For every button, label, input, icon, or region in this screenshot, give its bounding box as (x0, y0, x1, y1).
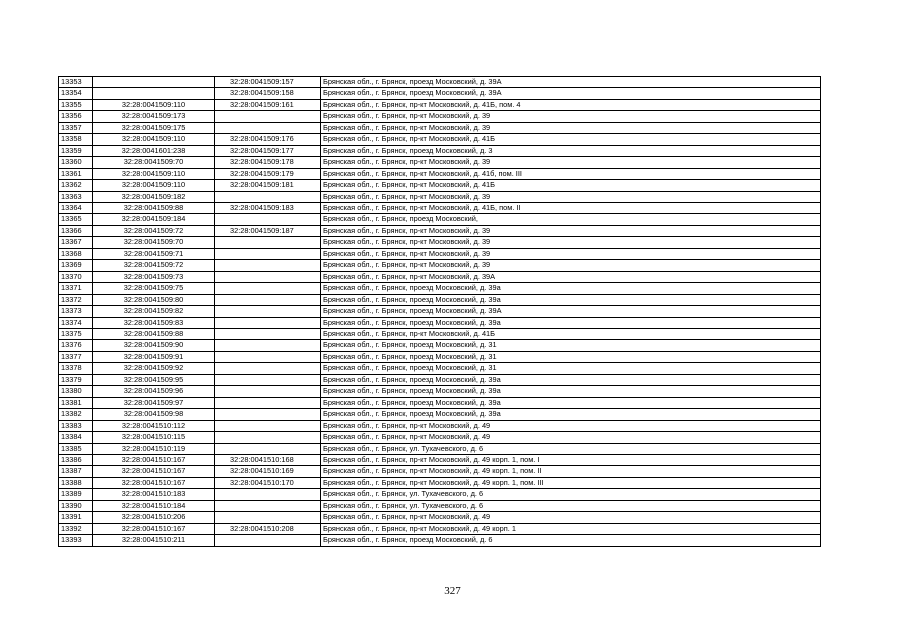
address-cell: Брянская обл., г. Брянск, ул. Тухачевского, д. 6 (321, 443, 821, 454)
address-cell: Брянская обл., г. Брянск, пр-кт Московский, д. 49 (321, 512, 821, 523)
row-number-cell: 13388 (59, 477, 93, 488)
cadastral-number-cell: 32:28:0041509:184 (93, 214, 215, 225)
cadastral-number-cell: 32:28:0041509:96 (93, 386, 215, 397)
cadastral-number-cell: 32:28:0041510:115 (93, 432, 215, 443)
row-number-cell: 13353 (59, 77, 93, 88)
table-row (59, 271, 821, 282)
address-cell: Брянская обл., г. Брянск, проезд Московский, д. 3 (321, 145, 821, 156)
address-cell: Брянская обл., г. Брянск, ул. Тухачевского, д. 6 (321, 489, 821, 500)
related-cadastral-number-cell (215, 397, 321, 408)
related-cadastral-number-cell (215, 260, 321, 271)
cadastral-number-cell: 32:28:0041510:211 (93, 535, 215, 546)
related-cadastral-number-cell: 32:28:0041509:176 (215, 134, 321, 145)
cadastral-number-cell: 32:28:0041510:167 (93, 466, 215, 477)
cadastral-number-cell: 32:28:0041509:110 (93, 180, 215, 191)
address-cell: Брянская обл., г. Брянск, пр-кт Московский, д. 39 (321, 260, 821, 271)
related-cadastral-number-cell (215, 374, 321, 385)
row-number-cell: 13366 (59, 225, 93, 236)
cadastral-number-cell: 32:28:0041509:88 (93, 328, 215, 339)
table-body (59, 77, 821, 547)
address-cell: Брянская обл., г. Брянск, пр-кт Московский, д. 41Б (321, 328, 821, 339)
table-row (59, 214, 821, 225)
address-cell: Брянская обл., г. Брянск, пр-кт Московский, д. 49 корп. 1, пом. I (321, 454, 821, 465)
table-row (59, 317, 821, 328)
address-cell: Брянская обл., г. Брянск, пр-кт Московский, д. 49 корп. 1 (321, 523, 821, 534)
related-cadastral-number-cell (215, 328, 321, 339)
address-cell: Брянская обл., г. Брянск, пр-кт Московский, д. 39 (321, 111, 821, 122)
related-cadastral-number-cell (215, 237, 321, 248)
related-cadastral-number-cell (215, 317, 321, 328)
address-cell: Брянская обл., г. Брянск, проезд Московский, (321, 214, 821, 225)
row-number-cell: 13364 (59, 202, 93, 213)
row-number-cell: 13370 (59, 271, 93, 282)
row-number-cell: 13382 (59, 409, 93, 420)
related-cadastral-number-cell: 32:28:0041509:161 (215, 99, 321, 110)
table-row (59, 535, 821, 546)
related-cadastral-number-cell (215, 489, 321, 500)
cadastral-number-cell: 32:28:0041510:167 (93, 477, 215, 488)
address-cell: Брянская обл., г. Брянск, проезд Московский, д. 39а (321, 386, 821, 397)
related-cadastral-number-cell: 32:28:0041510:208 (215, 523, 321, 534)
row-number-cell: 13365 (59, 214, 93, 225)
related-cadastral-number-cell: 32:28:0041510:169 (215, 466, 321, 477)
address-cell: Брянская обл., г. Брянск, пр-кт Московский, д. 41б, пом. III (321, 168, 821, 179)
cadastral-number-cell: 32:28:0041509:82 (93, 306, 215, 317)
table-row (59, 374, 821, 385)
address-cell: Брянская обл., г. Брянск, проезд Московский, д. 39а (321, 374, 821, 385)
cadastral-number-cell: 32:28:0041509:91 (93, 351, 215, 362)
related-cadastral-number-cell (215, 432, 321, 443)
table-row (59, 489, 821, 500)
address-cell: Брянская обл., г. Брянск, пр-кт Московский, д. 41Б, пом. 4 (321, 99, 821, 110)
cadastral-number-cell: 32:28:0041509:70 (93, 157, 215, 168)
row-number-cell: 13373 (59, 306, 93, 317)
table-row (59, 363, 821, 374)
address-cell: Брянская обл., г. Брянск, пр-кт Московский, д. 39 (321, 237, 821, 248)
row-number-cell: 13359 (59, 145, 93, 156)
cadastral-number-cell: 32:28:0041509:110 (93, 134, 215, 145)
table-row (59, 500, 821, 511)
row-number-cell: 13374 (59, 317, 93, 328)
cadastral-number-cell: 32:28:0041509:173 (93, 111, 215, 122)
related-cadastral-number-cell (215, 409, 321, 420)
cadastral-number-cell: 32:28:0041509:92 (93, 363, 215, 374)
row-number-cell: 13371 (59, 283, 93, 294)
row-number-cell: 13357 (59, 122, 93, 133)
related-cadastral-number-cell (215, 191, 321, 202)
address-cell: Брянская обл., г. Брянск, проезд Московский, д. 31 (321, 351, 821, 362)
table-row (59, 420, 821, 431)
related-cadastral-number-cell: 32:28:0041509:179 (215, 168, 321, 179)
table-row (59, 523, 821, 534)
cadastral-number-cell: 32:28:0041509:72 (93, 260, 215, 271)
related-cadastral-number-cell (215, 283, 321, 294)
table-row (59, 77, 821, 88)
cadastral-number-cell: 32:28:0041510:112 (93, 420, 215, 431)
cadastral-number-cell: 32:28:0041509:88 (93, 202, 215, 213)
row-number-cell: 13362 (59, 180, 93, 191)
related-cadastral-number-cell (215, 535, 321, 546)
address-cell: Брянская обл., г. Брянск, пр-кт Московский, д. 49 корп. 1, пом. II (321, 466, 821, 477)
cadastral-number-cell: 32:28:0041509:182 (93, 191, 215, 202)
table-row (59, 351, 821, 362)
row-number-cell: 13375 (59, 328, 93, 339)
address-cell: Брянская обл., г. Брянск, проезд Московский, д. 31 (321, 363, 821, 374)
row-number-cell: 13358 (59, 134, 93, 145)
cadastral-number-cell: 32:28:0041509:71 (93, 248, 215, 259)
row-number-cell: 13363 (59, 191, 93, 202)
related-cadastral-number-cell (215, 111, 321, 122)
table-row (59, 512, 821, 523)
table-row (59, 225, 821, 236)
address-cell: Брянская обл., г. Брянск, пр-кт Московский, д. 39А (321, 271, 821, 282)
cadastral-number-cell: 32:28:0041509:80 (93, 294, 215, 305)
table-row (59, 432, 821, 443)
row-number-cell: 13381 (59, 397, 93, 408)
related-cadastral-number-cell (215, 214, 321, 225)
cadastral-number-cell: 32:28:0041509:75 (93, 283, 215, 294)
address-cell: Брянская обл., г. Брянск, проезд Московский, д. 39а (321, 294, 821, 305)
table-row (59, 248, 821, 259)
cadastral-number-cell: 32:28:0041509:90 (93, 340, 215, 351)
address-cell: Брянская обл., г. Брянск, пр-кт Московский, д. 39 (321, 225, 821, 236)
table-row (59, 111, 821, 122)
table-row (59, 134, 821, 145)
cadastral-number-cell: 32:28:0041510:183 (93, 489, 215, 500)
page-number: 327 (444, 585, 461, 597)
table-row (59, 454, 821, 465)
cadastral-number-cell: 32:28:0041509:175 (93, 122, 215, 133)
table-row (59, 180, 821, 191)
cadastral-number-cell: 32:28:0041510:184 (93, 500, 215, 511)
row-number-cell: 13377 (59, 351, 93, 362)
table-row (59, 237, 821, 248)
related-cadastral-number-cell (215, 443, 321, 454)
table-row (59, 340, 821, 351)
table-row (59, 260, 821, 271)
table-row (59, 294, 821, 305)
related-cadastral-number-cell: 32:28:0041509:181 (215, 180, 321, 191)
table-row (59, 283, 821, 294)
row-number-cell: 13393 (59, 535, 93, 546)
table-row (59, 122, 821, 133)
row-number-cell: 13376 (59, 340, 93, 351)
address-cell: Брянская обл., г. Брянск, проезд Московский, д. 39а (321, 317, 821, 328)
address-cell: Брянская обл., г. Брянск, проезд Московский, д. 39а (321, 283, 821, 294)
related-cadastral-number-cell: 32:28:0041509:183 (215, 202, 321, 213)
row-number-cell: 13368 (59, 248, 93, 259)
cadastral-number-cell: 32:28:0041510:167 (93, 523, 215, 534)
table-row (59, 466, 821, 477)
row-number-cell: 13380 (59, 386, 93, 397)
row-number-cell: 13385 (59, 443, 93, 454)
table-row (59, 306, 821, 317)
cadastral-number-cell: 32:28:0041509:83 (93, 317, 215, 328)
related-cadastral-number-cell: 32:28:0041509:177 (215, 145, 321, 156)
cadastral-number-cell: 32:28:0041509:98 (93, 409, 215, 420)
row-number-cell: 13392 (59, 523, 93, 534)
table-row (59, 397, 821, 408)
table-row (59, 328, 821, 339)
address-cell: Брянская обл., г. Брянск, пр-кт Московский, д. 39 (321, 157, 821, 168)
table-row (59, 409, 821, 420)
table-row (59, 443, 821, 454)
row-number-cell: 13369 (59, 260, 93, 271)
address-cell: Брянская обл., г. Брянск, пр-кт Московский, д. 41Б (321, 180, 821, 191)
cadastral-number-cell: 32:28:0041601:238 (93, 145, 215, 156)
row-number-cell: 13390 (59, 500, 93, 511)
related-cadastral-number-cell (215, 306, 321, 317)
table-row (59, 191, 821, 202)
cadastral-number-cell: 32:28:0041509:110 (93, 99, 215, 110)
related-cadastral-number-cell (215, 512, 321, 523)
address-cell: Брянская обл., г. Брянск, ул. Тухачевского, д. 6 (321, 500, 821, 511)
address-cell: Брянская обл., г. Брянск, пр-кт Московский, д. 39 (321, 122, 821, 133)
address-cell: Брянская обл., г. Брянск, пр-кт Московский, д. 49 (321, 432, 821, 443)
address-cell: Брянская обл., г. Брянск, проезд Московский, д. 6 (321, 535, 821, 546)
related-cadastral-number-cell: 32:28:0041509:157 (215, 77, 321, 88)
cadastral-number-cell: 32:28:0041509:95 (93, 374, 215, 385)
address-cell: Брянская обл., г. Брянск, пр-кт Московский, д. 39 (321, 191, 821, 202)
cadastral-number-cell: 32:28:0041510:119 (93, 443, 215, 454)
cadastral-number-cell (93, 88, 215, 99)
cadastral-number-cell: 32:28:0041510:167 (93, 454, 215, 465)
cadastral-number-cell: 32:28:0041509:73 (93, 271, 215, 282)
row-number-cell: 13384 (59, 432, 93, 443)
related-cadastral-number-cell: 32:28:0041510:168 (215, 454, 321, 465)
related-cadastral-number-cell: 32:28:0041509:158 (215, 88, 321, 99)
cadastral-number-cell: 32:28:0041509:110 (93, 168, 215, 179)
related-cadastral-number-cell (215, 500, 321, 511)
row-number-cell: 13360 (59, 157, 93, 168)
table-row (59, 168, 821, 179)
related-cadastral-number-cell (215, 122, 321, 133)
table-row (59, 157, 821, 168)
cadastral-number-cell (93, 77, 215, 88)
address-cell: Брянская обл., г. Брянск, пр-кт Московский, д. 39 (321, 248, 821, 259)
row-number-cell: 13356 (59, 111, 93, 122)
related-cadastral-number-cell (215, 271, 321, 282)
address-cell: Брянская обл., г. Брянск, пр-кт Московский, д. 41Б (321, 134, 821, 145)
row-number-cell: 13383 (59, 420, 93, 431)
related-cadastral-number-cell (215, 420, 321, 431)
row-number-cell: 13355 (59, 99, 93, 110)
address-cell: Брянская обл., г. Брянск, проезд Московский, д. 39А (321, 306, 821, 317)
row-number-cell: 13361 (59, 168, 93, 179)
related-cadastral-number-cell (215, 294, 321, 305)
related-cadastral-number-cell: 32:28:0041510:170 (215, 477, 321, 488)
row-number-cell: 13387 (59, 466, 93, 477)
row-number-cell: 13372 (59, 294, 93, 305)
related-cadastral-number-cell (215, 363, 321, 374)
cadastral-number-cell: 32:28:0041509:72 (93, 225, 215, 236)
related-cadastral-number-cell (215, 248, 321, 259)
row-number-cell: 13389 (59, 489, 93, 500)
address-cell: Брянская обл., г. Брянск, проезд Московский, д. 39А (321, 88, 821, 99)
row-number-cell: 13378 (59, 363, 93, 374)
table-row (59, 88, 821, 99)
related-cadastral-number-cell: 32:28:0041509:187 (215, 225, 321, 236)
related-cadastral-number-cell (215, 351, 321, 362)
related-cadastral-number-cell (215, 340, 321, 351)
cadastral-table (58, 76, 821, 547)
address-cell: Брянская обл., г. Брянск, проезд Московский, д. 39А (321, 77, 821, 88)
address-cell: Брянская обл., г. Брянск, проезд Московский, д. 39а (321, 397, 821, 408)
row-number-cell: 13386 (59, 454, 93, 465)
table-row (59, 145, 821, 156)
row-number-cell: 13354 (59, 88, 93, 99)
cadastral-number-cell: 32:28:0041509:70 (93, 237, 215, 248)
related-cadastral-number-cell: 32:28:0041509:178 (215, 157, 321, 168)
row-number-cell: 13367 (59, 237, 93, 248)
address-cell: Брянская обл., г. Брянск, проезд Московский, д. 39а (321, 409, 821, 420)
address-cell: Брянская обл., г. Брянск, пр-кт Московский, д. 49 (321, 420, 821, 431)
address-cell: Брянская обл., г. Брянск, пр-кт Московский, д. 41Б, пом. II (321, 202, 821, 213)
table-row (59, 99, 821, 110)
table-row (59, 386, 821, 397)
cadastral-number-cell: 32:28:0041509:97 (93, 397, 215, 408)
address-cell: Брянская обл., г. Брянск, пр-кт Московский, д. 49 корп. 1, пом. III (321, 477, 821, 488)
row-number-cell: 13379 (59, 374, 93, 385)
table-row (59, 477, 821, 488)
address-cell: Брянская обл., г. Брянск, проезд Московский, д. 31 (321, 340, 821, 351)
row-number-cell: 13391 (59, 512, 93, 523)
table-row (59, 202, 821, 213)
cadastral-number-cell: 32:28:0041510:206 (93, 512, 215, 523)
related-cadastral-number-cell (215, 386, 321, 397)
